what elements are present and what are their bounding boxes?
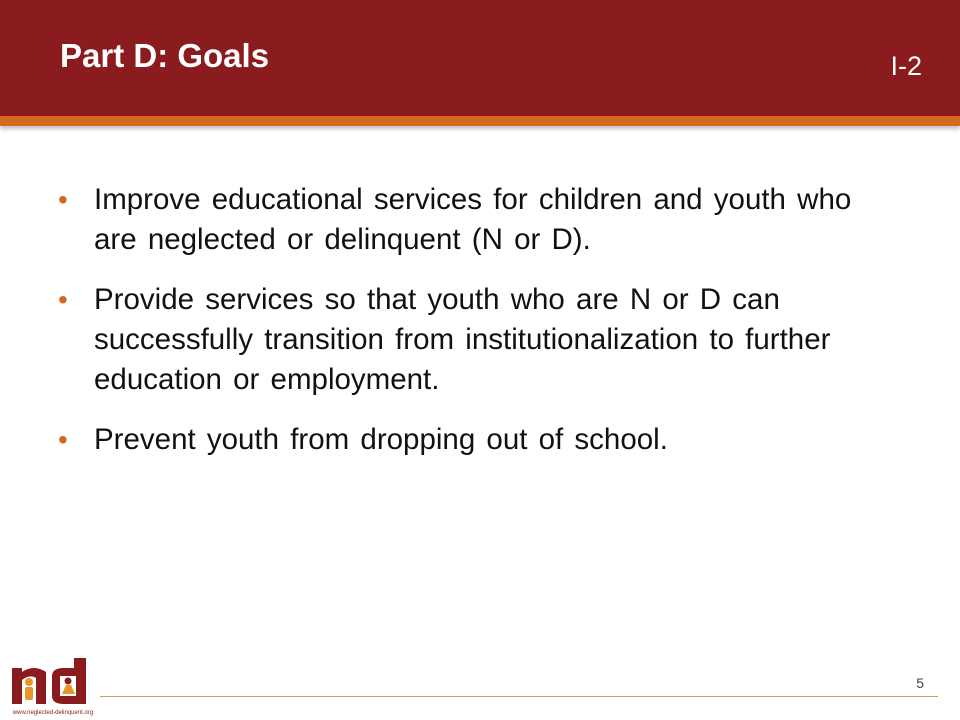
bullet-list — [58, 180, 878, 480]
bullet-text: Provide services so that youth who are N or D can successfully transition from institutionalization to further education or employment. — [94, 283, 831, 396]
bullet-text: Prevent youth from dropping out of school. — [94, 423, 668, 456]
bullet-item — [58, 280, 878, 400]
footer-divider — [100, 696, 938, 697]
bullet-text: Improve educational services for children and youth who are neglected or delinquent (N or D). — [94, 183, 852, 256]
title-bar — [0, 0, 960, 116]
nd-logo-icon — [8, 654, 98, 716]
bullet-dot-icon: • — [58, 424, 68, 455]
title-accent-stripe — [0, 116, 960, 126]
slide-code: I-2 — [890, 51, 922, 81]
logo-url-text: www.neglected-delinquent.org — [12, 710, 94, 716]
slide-title: Part D: Goals — [60, 37, 270, 74]
page-number: 5 — [916, 675, 924, 691]
bullet-item — [58, 180, 878, 260]
bullet-dot-icon: • — [58, 284, 68, 315]
bullet-item — [58, 420, 878, 460]
bullet-dot-icon: • — [58, 184, 68, 215]
